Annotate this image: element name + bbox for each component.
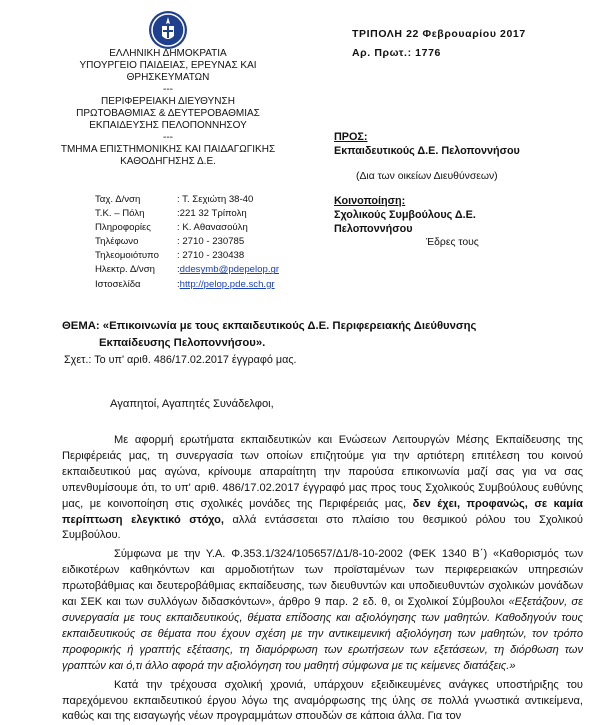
protocol-number: Αρ. Πρωτ.: 1776 (352, 47, 441, 59)
subject-line-2: Εκπαίδευσης Πελοποννήσου». (99, 337, 266, 349)
org-line: ΕΚΠΑΙΔΕΥΣΗΣ ΠΕΛΟΠΟΝΝΗΣΟΥ (89, 120, 247, 131)
contact-label: Τηλέφωνο (95, 236, 139, 248)
contact-value: : Τ. Σεχιώτη 38-40 (177, 194, 254, 205)
org-line: ΘΡΗΣΚΕΥΜΑΤΩΝ (126, 72, 210, 83)
paragraph-3: Κατά την τρέχουσα σχολική χρονιά, υπάρχουν εξειδικευμένες ανάγκες υποστήριξης του παρεχόμενου εκπαιδευτικού έργου λόγω της αναμόρφωσης της ύλης σε πολλά γνωστικά αντικείμενα, καθώς και της εισαγωγής νέων προγραμμάτων σπουδών σε κάποια άλλα. Για τον (62, 678, 583, 723)
contact-row (95, 193, 325, 207)
contact-block (95, 193, 325, 292)
paragraph-1-tail: αλλά εντάσσεται στο πλαίσιο του θεσμικού ρόλου του Σχολικού Συμβούλου. (62, 513, 583, 542)
contact-label: Πληροφορίες (95, 222, 151, 234)
email-row (95, 263, 325, 277)
greeting: Αγαπητοί, Αγαπητές Συνάδελφοι, (110, 398, 274, 410)
contact-row (95, 207, 325, 221)
paragraph-1 (62, 433, 583, 544)
org-line: ΕΛΛΗΝΙΚΗ ΔΗΜΟΚΡΑΤΙΑ (109, 48, 227, 59)
paragraph-2 (62, 547, 583, 674)
contact-value: :221 32 Τρίπολη (177, 208, 247, 220)
reference-line: Σχετ.: Το υπ' αριθ. 486/17.02.2017 έγγραφό μας. (64, 354, 297, 366)
paragraph-1-bold: δεν έχει, προφανώς, σε καμία περίπτωση ελεγκτικό στόχο, (62, 497, 583, 526)
paragraph-1-text: Με αφορμή ερωτήματα εκπαιδευτικών και Ενώσεων Λειτουργών Μέσης Εκπαίδευσης της Περιφέρειάς μας, τη συνεργασία των οποίων επιζητούμε για την αρτιότερη επιτέλεση του κοινού εκπαιδευτικού μας αγώνα, κρίνουμε απαραίτητη την παρούσα επικοινωνία μαζί σας για να σας υπενθυμίσουμε ότι, το υπ' αριθ. 486/17.02.2017 έγγραφό μας προς τους Σχολικούς Συμβούλους ευθύνης μας, με κοινοποίηση στις σχολικές μονάδες της Περιφέρειάς μας, (62, 434, 583, 510)
cc-label: Κοινοποίηση: (334, 195, 406, 207)
contact-row (95, 249, 325, 263)
website-separator: : (177, 278, 180, 290)
document-date: ΤΡΙΠΟΛΗ 22 Φεβρουαρίου 2017 (352, 28, 526, 40)
org-separator: --- (163, 132, 173, 143)
cc-note: Έδρες τους (426, 237, 479, 248)
contact-label: Τ.Κ. – Πόλη (95, 208, 145, 220)
email-separator: : (177, 264, 180, 276)
email-label: Ηλεκτρ. Δ/νση (95, 264, 155, 276)
contact-value: : 2710 - 230785 (177, 236, 245, 248)
contact-row (95, 221, 325, 235)
org-separator: --- (163, 84, 173, 95)
to-label: ΠΡΟΣ: (334, 131, 368, 143)
contact-value: : Κ. Αθανασούλη (177, 222, 248, 234)
cc-recipient-line2: Πελοποννήσου (334, 223, 413, 235)
website-link[interactable]: http://pelop.pde.sch.gr (179, 278, 275, 290)
email-link[interactable]: ddesymb@pdepelop.gr (179, 264, 280, 276)
website-label: Ιστοσελίδα (95, 278, 141, 290)
contact-row (95, 235, 325, 249)
org-line: ΠΡΩΤΟΒΑΘΜΙΑΣ & ΔΕΥΤΕΡΟΒΑΘΜΙΑΣ (76, 108, 260, 119)
to-recipient: Εκπαιδευτικούς Δ.Ε. Πελοποννήσου (334, 145, 520, 157)
contact-label: Ταχ. Δ/νση (95, 194, 141, 205)
contact-label: Τηλεομοιότυπο (95, 250, 159, 262)
org-line: ΤΜΗΜΑ ΕΠΙΣΤΗΜΟΝΙΚΗΣ ΚΑΙ ΠΑΙΔΑΓΩΓΙΚΗΣ (60, 144, 276, 155)
recipients-block (334, 130, 584, 250)
contact-value: : 2710 - 230438 (177, 250, 245, 262)
org-line: ΠΕΡΙΦΕΡΕΙΑΚΗ ΔΙΕΥΘΥΝΣΗ (101, 96, 235, 107)
paragraph-2-text: Σύμφωνα με την Υ.Α. Φ.353.1/324/105657/Δ1/8-10-2002 (ΦΕΚ 1340 Β΄) «Καθορισμός των ειδικοτέρων καθηκόντων και αρμοδιοτήτων των προϊσταμένων των περιφερειακών υπηρεσιών πρωτοβάθμιας και δευτεροβάθμιας εκπαίδευσης, των διευθυντών και υποδιευθυντών σχολικών μονάδων και ΣΕΚ και των συλλόγων διδασκόντων», άρθρο 9 παρ. 2 εδ. θ, οι Σχολικοί Σύμβουλοι (62, 548, 583, 609)
cc-recipient: Σχολικούς Συμβούλους Δ.Ε. (334, 209, 476, 221)
to-note: (Δια των οικείων Διευθύνσεων) (356, 171, 498, 182)
org-line: ΥΠΟΥΡΓΕΙΟ ΠΑΙΔΕΙΑΣ, ΕΡΕΥΝΑΣ ΚΑΙ (79, 60, 257, 71)
website-row (95, 278, 325, 292)
subject-block (62, 318, 592, 352)
org-header (18, 48, 318, 168)
subject-line: ΘΕΜΑ: «Επικοινωνία με τους εκπαιδευτικούς Δ.Ε. Περιφερειακής Διεύθυνσης (62, 320, 477, 332)
greek-state-emblem-icon (148, 10, 188, 50)
body-text (62, 433, 583, 725)
org-line: ΚΑΘΟΔΗΓΗΣΗΣ Δ.Ε. (120, 156, 216, 167)
paragraph-2-quote: «Εξετάζουν, σε συνεργασία με τους εκπαιδευτικούς, θέματα επίδοσης και αξιολόγησης των μαθητών. Καθοδηγούν τους εκπαιδευτικούς σε θέματα που έχουν σχέση με την αντικειμενική αξιολόγηση των μαθητών, τον τρόπο προφορικής ή γραπτής εξέτασης, τη διαμόρφωση των ερωτήσεων των εξετάσεων, τη διόρθωση των γραπτών και ό,τι άλλο αφορά την αξιολόγηση του μαθητή σύμφωνα με τις κείμενες διατάξεις.» (62, 596, 583, 672)
